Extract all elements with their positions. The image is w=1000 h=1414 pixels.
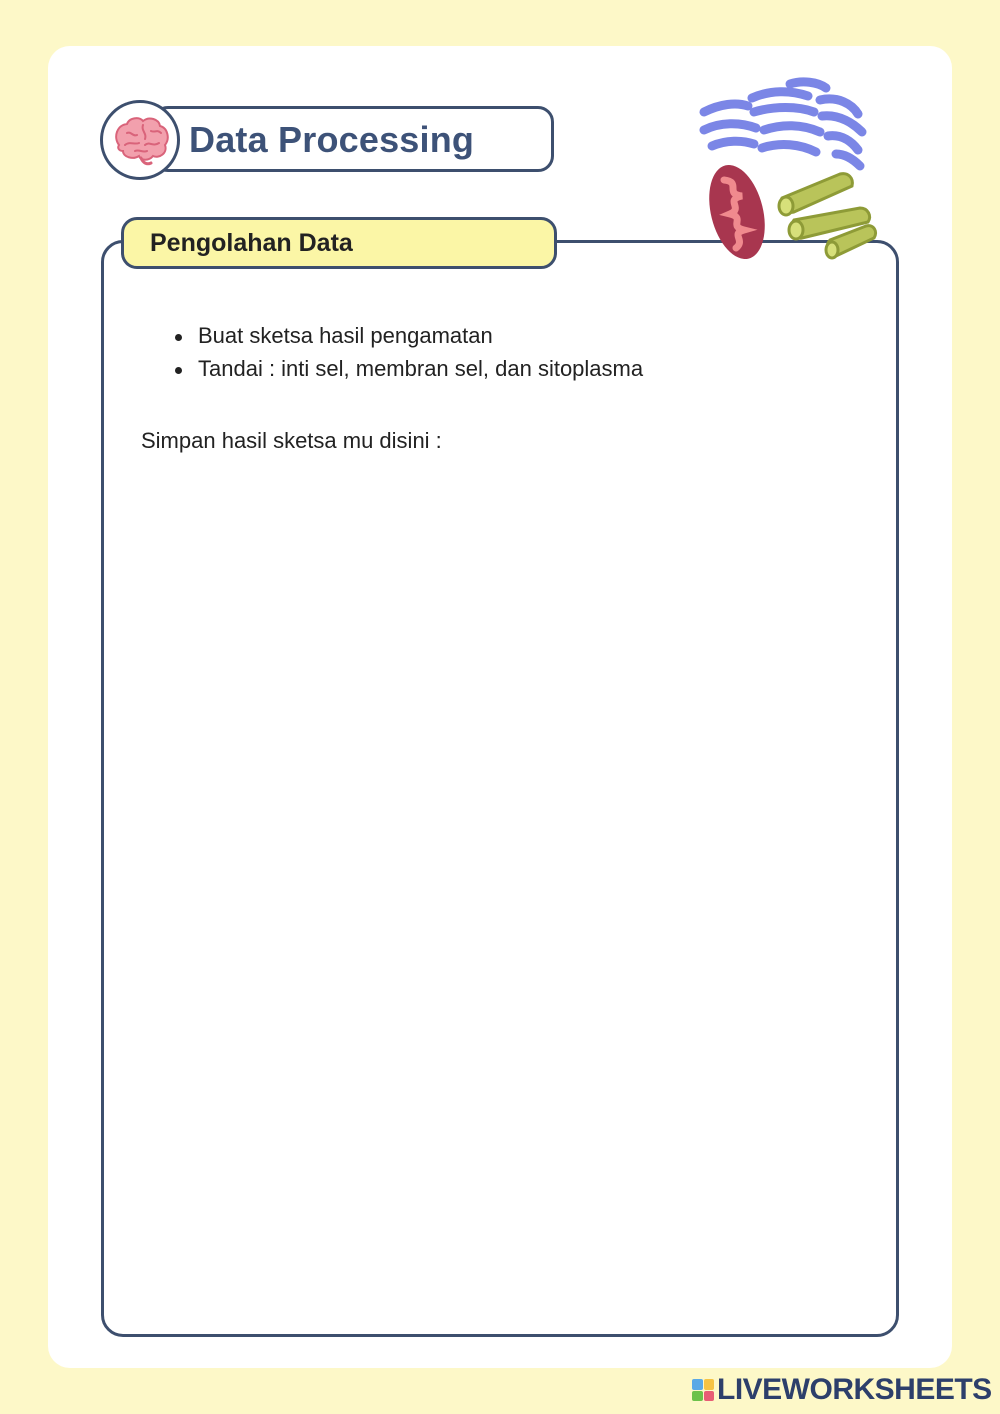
page-title: Data Processing	[189, 119, 475, 160]
footer-branding	[692, 1374, 992, 1406]
list-item: Tandai : inti sel, membran sel, dan sitoplasma	[170, 354, 643, 387]
organelle-illustration	[690, 70, 890, 270]
drawing-area	[101, 240, 899, 1337]
mitochondria-illustration	[700, 159, 774, 265]
section-title: Pengolahan Data	[150, 229, 353, 257]
endoplasmic-reticulum-illustration	[704, 82, 862, 166]
brand-name: LIVEWORKSHEETS	[717, 1373, 992, 1406]
chloroplast-illustration	[779, 174, 876, 258]
instruction-list	[170, 321, 643, 387]
upload-instruction: Simpan hasil sketsa mu disini :	[141, 428, 442, 453]
liveworksheets-logo-icon	[692, 1379, 714, 1401]
brain-badge	[100, 100, 180, 180]
list-item: Buat sketsa hasil pengamatan	[170, 321, 643, 354]
brain-icon	[111, 115, 171, 169]
